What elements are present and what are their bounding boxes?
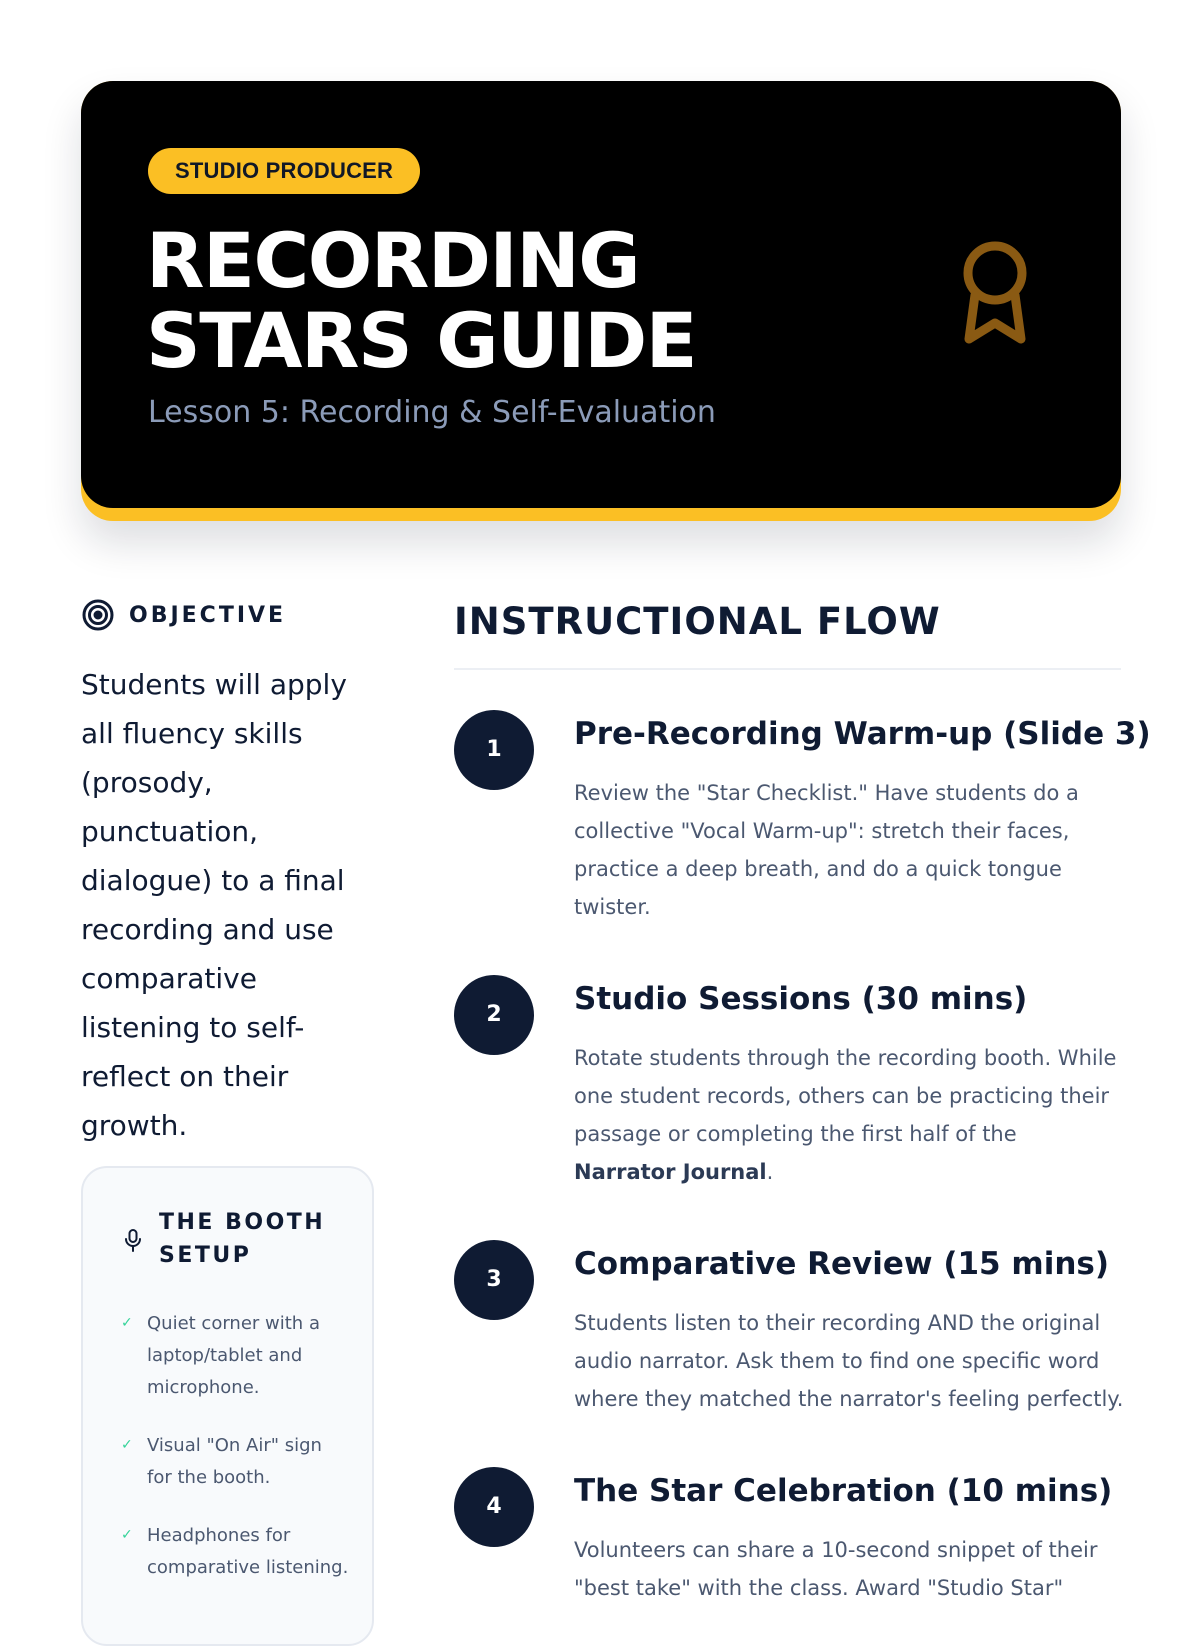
narrator-journal-term: Narrator Journal bbox=[574, 1160, 767, 1184]
hero-banner bbox=[81, 81, 1121, 508]
step-number: 2 bbox=[454, 975, 534, 1055]
booth-header bbox=[123, 1206, 339, 1272]
objective-header bbox=[81, 598, 286, 632]
list-item-text: Visual "On Air" sign for the booth. bbox=[147, 1435, 322, 1488]
step-body-end: . bbox=[766, 1160, 774, 1184]
booth-title: THE BOOTH SETUP bbox=[159, 1210, 326, 1268]
step-body bbox=[574, 1039, 1124, 1191]
step-body: Review the "Star Checklist." Have students do a collective "Vocal Warm-up": stretch their faces, practice a deep breath, and do a quick tongue twister. bbox=[574, 781, 1079, 919]
title-line-2: STARS GUIDE bbox=[146, 296, 697, 385]
target-icon bbox=[81, 598, 115, 632]
step-title: Pre-Recording Warm-up (Slide 3) bbox=[574, 716, 1151, 752]
title-line-1: RECORDING bbox=[146, 216, 640, 305]
check-icon: ✓ bbox=[121, 1527, 133, 1543]
step-body-text: Rotate students through the recording booth. While one student records, others can be practicing their passage or completing the first half of the bbox=[574, 1046, 1117, 1146]
step-number: 4 bbox=[454, 1467, 534, 1547]
list-item-text: Headphones for comparative listening. bbox=[147, 1525, 349, 1578]
award-ribbon-icon bbox=[959, 239, 1031, 349]
list-item-text: Quiet corner with a laptop/tablet and microphone. bbox=[147, 1313, 320, 1398]
microphone-icon bbox=[123, 1228, 143, 1254]
list-item bbox=[121, 1308, 351, 1404]
step-body: Students listen to their recording AND the original audio narrator. Ask them to find one specific word where they matched the narrator's feeling perfectly. bbox=[574, 1311, 1124, 1411]
hero-card bbox=[81, 81, 1121, 521]
objective-label: OBJECTIVE bbox=[129, 602, 287, 628]
step-number: 3 bbox=[454, 1240, 534, 1320]
list-item bbox=[121, 1520, 351, 1584]
step-title: The Star Celebration (10 mins) bbox=[574, 1473, 1113, 1509]
role-badge: STUDIO PRODUCER bbox=[148, 148, 420, 194]
page-title bbox=[146, 216, 697, 385]
step-title: Comparative Review (15 mins) bbox=[574, 1246, 1110, 1282]
objective-text: Students will apply all fluency skills (prosody, punctuation, dialogue) to a final recording and use comparative listening to self-reflect on their growth. bbox=[81, 668, 347, 1142]
lesson-subtitle: Lesson 5: Recording & Self-Evaluation bbox=[148, 395, 716, 430]
check-icon: ✓ bbox=[121, 1437, 133, 1453]
flow-title: INSTRUCTIONAL FLOW bbox=[454, 600, 941, 643]
step-body: Volunteers can share a 10-second snippet of their "best take" with the class. Award "Studio Star" bbox=[574, 1538, 1098, 1600]
step-title: Studio Sessions (30 mins) bbox=[574, 981, 1028, 1017]
list-item bbox=[121, 1430, 351, 1494]
check-icon: ✓ bbox=[121, 1315, 133, 1331]
step-number: 1 bbox=[454, 710, 534, 790]
divider bbox=[454, 668, 1121, 670]
booth-setup-card bbox=[81, 1166, 374, 1646]
booth-checklist bbox=[121, 1308, 351, 1610]
